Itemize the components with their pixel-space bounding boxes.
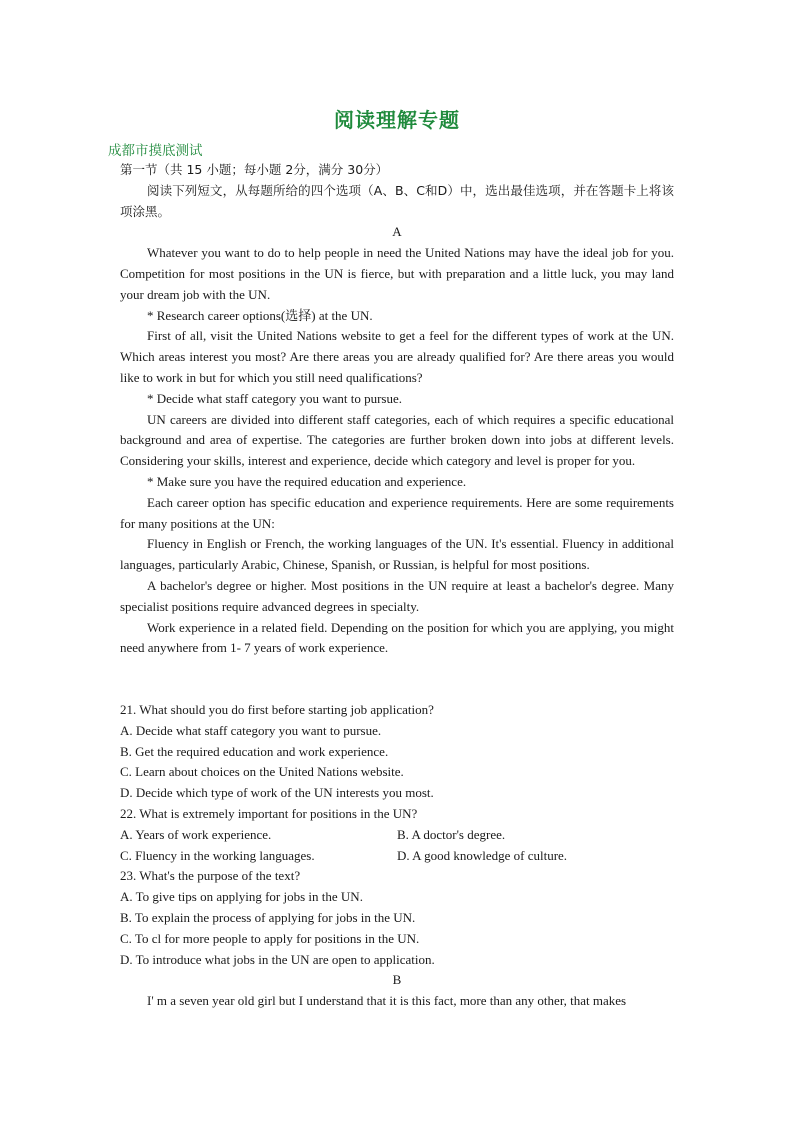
passage-a-paragraph: Whatever you want to do to help people in need the United Nations may have the ideal job for you. Competition for most positions in the UN is fierce, but with preparation and a little luck, you may land your dream job with the UN. xyxy=(120,245,674,302)
question-option: A. Decide what staff category you want to pursue. xyxy=(120,722,382,738)
question-option: D. A good knowledge of culture. xyxy=(397,847,568,863)
passage-a-paragraph: * Make sure you have the required education and experience. xyxy=(147,473,467,489)
passage-a-paragraph: * Decide what staff category you want to pursue. xyxy=(147,390,402,406)
question-option-row xyxy=(120,825,674,846)
question-stem: 23. What's the purpose of the text? xyxy=(120,868,301,884)
passage-a-paragraph: A bachelor's degree or higher. Most positions in the UN require at least a bachelor's degree. Many specialist positions require advanced degrees in specialty. xyxy=(120,577,674,614)
question-option: B. To explain the process of applying for jobs in the UN. xyxy=(120,909,416,925)
question-stem: 22. What is extremely important for positions in the UN? xyxy=(120,805,418,821)
question-stem: 21. What should you do first before starting job application? xyxy=(120,702,434,717)
questions-block xyxy=(120,700,674,1012)
question-option: A. To give tips on applying for jobs in the UN. xyxy=(120,889,363,905)
passage-a-paragraph: Each career option has specific education and experience requirements. Here are some requirements for many positions at the UN: xyxy=(120,494,674,531)
question-option: D. Decide which type of work of the UN interests you most. xyxy=(120,785,434,801)
passage-a-paragraph: * Research career options(选择) at the UN. xyxy=(147,307,373,323)
passage-a-paragraph: First of all, visit the United Nations website to get a feel for the different types of work at the UN. Which areas interest you most? Are there areas you are already qualified for? Are there areas you would like to work in but for which you still need qualifications? xyxy=(120,328,674,385)
question-option: D. To introduce what jobs in the UN are open to application. xyxy=(120,951,435,967)
page-title: 阅读理解专题 xyxy=(334,108,460,132)
question-option: C. To cl for more people to apply for positions in the UN. xyxy=(120,930,420,946)
question-option-row xyxy=(120,846,674,867)
document-body xyxy=(120,160,674,659)
passage-a-label: A xyxy=(392,224,402,240)
page-subtitle: 成都市摸底测试 xyxy=(108,143,203,159)
question-option: C. Learn about choices on the United Nations website. xyxy=(120,764,404,780)
passage-a-paragraph: Fluency in English or French, the working languages of the UN. It's essential. Fluency in additional languages, particularly Arabic, Chinese, Spanish, or Russian, is helpful for most positions. xyxy=(120,536,674,573)
question-option: B. A doctor's degree. xyxy=(397,826,506,842)
passage-b-label: B xyxy=(392,972,402,988)
passage-a-paragraph: Work experience in a related field. Depending on the position for which you are applying, you might need anywhere from 1- 7 years of work experience. xyxy=(120,619,674,656)
passage-a-paragraph: UN careers are divided into different staff categories, each of which requires a specific educational background and area of expertise. The categories are further broken down into jobs at different levels. Considering your skills, interest and experience, decide which category and level is proper for you. xyxy=(120,411,674,469)
section-header: 第一节（共 15 小题；每小题 2分，满分 30分） xyxy=(120,162,389,177)
passage-b-first-line: I' m a seven year old girl but I understand that it is this fact, more than any other, that makes xyxy=(147,993,627,1009)
question-option: C. Fluency in the working languages. xyxy=(120,847,315,863)
question-option: A. Years of work experience. xyxy=(120,826,272,842)
instructions: 阅读下列短文，从每题所给的四个选项（A、B、C和D）中，选出最佳选项，并在答题卡上将该项涂黑。 xyxy=(120,182,674,219)
question-option: B. Get the required education and work experience. xyxy=(120,743,389,759)
